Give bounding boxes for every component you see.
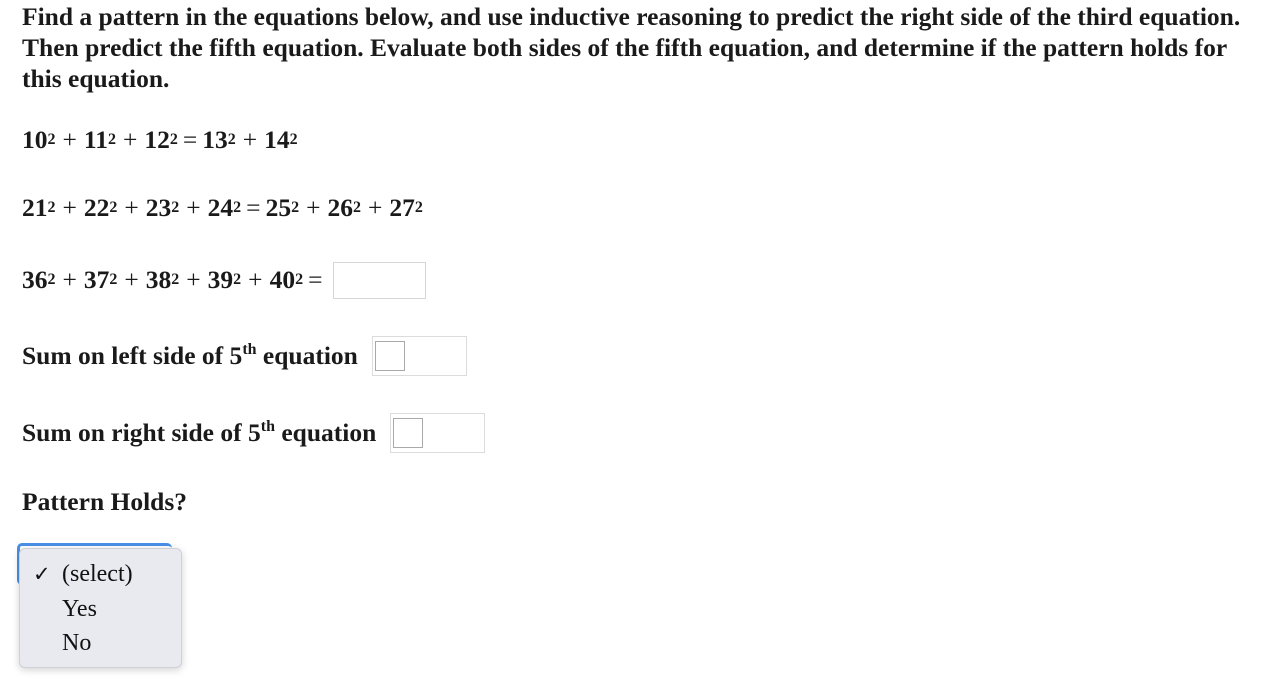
plus-sign: + [242, 125, 258, 154]
term: 11 [83, 125, 108, 154]
plus-sign: + [124, 193, 139, 222]
term: 36 [22, 265, 48, 294]
pattern-select-menu[interactable] [19, 548, 182, 668]
term: 22 [83, 193, 110, 222]
equation-1: 10 2 + 11 2 + 12 2 = 13 2 + 14 2 [22, 125, 298, 154]
plus-sign: + [248, 265, 263, 294]
plus-sign: + [367, 193, 383, 222]
pattern-holds-label: Pattern Holds? [22, 487, 188, 516]
term: 38 [145, 265, 172, 294]
term: 10 [22, 125, 48, 154]
equation-3: 36 2 + 37 2 + 38 2 + 39 2 + 40 2 = [22, 262, 426, 298]
select-option-yes[interactable] [20, 592, 181, 626]
plus-sign: + [62, 265, 77, 294]
term: 26 [327, 193, 353, 222]
option-label: No [62, 630, 92, 656]
ordinal-suffix: th [260, 418, 275, 435]
plus-sign: + [186, 265, 201, 294]
term: 39 [207, 265, 234, 294]
plus-sign: + [62, 193, 77, 222]
sum-right-label: Sum on right side of 5th equation [22, 418, 377, 447]
term: 21 [22, 193, 48, 222]
option-label: (select) [62, 561, 133, 587]
term: 27 [389, 193, 415, 222]
ordinal-suffix: th [242, 341, 257, 358]
plus-sign: + [62, 125, 77, 154]
equals-sign: = [246, 193, 261, 222]
term: 24 [207, 193, 234, 222]
plus-sign: + [186, 193, 201, 222]
equation-2: 21 2 + 22 2 + 23 2 + 24 2 = 25 2 + 26 2 + 27 2 [22, 193, 423, 222]
term: 37 [83, 265, 110, 294]
term: 12 [144, 125, 170, 154]
equals-sign: = [308, 265, 323, 294]
sum-left-row [22, 337, 467, 375]
checkmark-icon: ✓ [33, 562, 51, 586]
term: 23 [145, 193, 172, 222]
equation-3-answer-input[interactable] [333, 262, 426, 299]
term: 14 [264, 125, 290, 154]
plus-sign: + [306, 193, 321, 222]
instructions-text: Find a pattern in the equations below, and use inductive reasoning to predict the right side of the third equation. Then predict the fifth equation. Evaluate both sides of the fifth equation, and determine if the pattern holds for this equation. [22, 2, 1241, 93]
sum-left-input[interactable] [372, 336, 467, 376]
equals-sign: = [182, 125, 198, 154]
term: 40 [269, 265, 296, 294]
plus-sign: + [122, 125, 138, 154]
sum-right-input[interactable] [390, 413, 485, 453]
select-option-no[interactable] [20, 626, 181, 660]
sum-right-row [22, 414, 485, 452]
plus-sign: + [124, 265, 139, 294]
option-label: Yes [62, 596, 97, 622]
select-option-select[interactable] [20, 557, 181, 591]
term: 25 [265, 193, 292, 222]
term: 13 [202, 125, 228, 154]
sum-left-input-field[interactable] [375, 341, 405, 371]
sum-right-input-field[interactable] [393, 418, 423, 448]
sum-left-label: Sum on left side of 5th equation [22, 341, 358, 370]
